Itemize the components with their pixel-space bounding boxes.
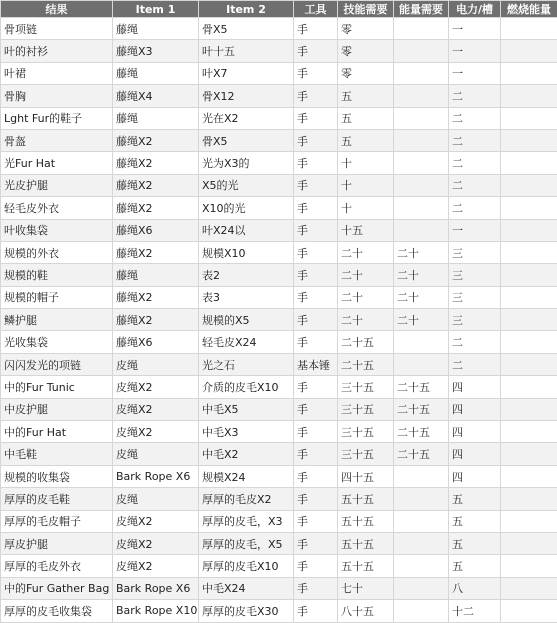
table-row — [1, 376, 557, 398]
cell-skill-required: 零 — [338, 18, 394, 40]
cell-tool: 手 — [294, 286, 338, 308]
cell-item2: 中毛X5 — [199, 398, 294, 420]
header-row — [1, 1, 557, 18]
cell-energy-required — [394, 129, 449, 151]
cell-tool: 手 — [294, 197, 338, 219]
cell-burn-energy — [501, 197, 557, 219]
cell-item2: 轻毛皮X24 — [199, 331, 294, 353]
cell-power-slot: 五 — [449, 488, 501, 510]
cell-item2: 表3 — [199, 286, 294, 308]
cell-item1: 藤绳X3 — [113, 40, 199, 62]
table-row — [1, 555, 557, 577]
cell-item2: X10的光 — [199, 197, 294, 219]
cell-item1: 藤绳X2 — [113, 152, 199, 174]
cell-skill-required: 五十五 — [338, 555, 394, 577]
column-header-item1: Item 1 — [113, 1, 199, 18]
cell-energy-required — [394, 152, 449, 174]
cell-burn-energy — [501, 241, 557, 263]
cell-energy-required — [394, 174, 449, 196]
cell-tool: 手 — [294, 107, 338, 129]
cell-result: 闪闪发光的项链 — [1, 353, 113, 375]
cell-energy-required — [394, 353, 449, 375]
table-row — [1, 510, 557, 532]
cell-energy-required — [394, 219, 449, 241]
cell-power-slot: 二 — [449, 107, 501, 129]
cell-tool: 手 — [294, 488, 338, 510]
column-header-item2: Item 2 — [199, 1, 294, 18]
cell-energy-required: 二十 — [394, 286, 449, 308]
cell-tool: 手 — [294, 465, 338, 487]
cell-burn-energy — [501, 532, 557, 554]
table-row — [1, 488, 557, 510]
table-row — [1, 286, 557, 308]
cell-energy-required: 二十五 — [394, 443, 449, 465]
cell-item2: 厚厚的毛皮X2 — [199, 488, 294, 510]
table-row — [1, 264, 557, 286]
cell-item1: 藤绳X2 — [113, 241, 199, 263]
cell-result: 中的Fur Gather Bag — [1, 577, 113, 599]
cell-result: 规模的鞋 — [1, 264, 113, 286]
cell-burn-energy — [501, 152, 557, 174]
cell-item1: 藤绳X4 — [113, 85, 199, 107]
cell-burn-energy — [501, 174, 557, 196]
cell-result: 鳞护腿 — [1, 309, 113, 331]
cell-item2: 中毛X24 — [199, 577, 294, 599]
cell-power-slot: 五 — [449, 510, 501, 532]
cell-burn-energy — [501, 286, 557, 308]
cell-item1: Bark Rope X6 — [113, 577, 199, 599]
cell-item2: 光之石 — [199, 353, 294, 375]
cell-tool: 手 — [294, 600, 338, 622]
cell-power-slot: 三 — [449, 286, 501, 308]
cell-item1: 藤绳 — [113, 62, 199, 84]
cell-item2: 表2 — [199, 264, 294, 286]
cell-power-slot: 一 — [449, 219, 501, 241]
cell-energy-required — [394, 577, 449, 599]
cell-energy-required: 二十 — [394, 264, 449, 286]
cell-result: 中毛鞋 — [1, 443, 113, 465]
cell-power-slot: 二 — [449, 197, 501, 219]
table-row — [1, 465, 557, 487]
cell-power-slot: 二 — [449, 85, 501, 107]
cell-item1: 皮绳X2 — [113, 555, 199, 577]
cell-skill-required: 五 — [338, 85, 394, 107]
cell-result: 骨项链 — [1, 18, 113, 40]
cell-skill-required: 二十 — [338, 309, 394, 331]
cell-power-slot: 二 — [449, 174, 501, 196]
table-row — [1, 129, 557, 151]
cell-result: 轻毛皮外衣 — [1, 197, 113, 219]
cell-item1: Bark Rope X6 — [113, 465, 199, 487]
cell-burn-energy — [501, 107, 557, 129]
cell-result: 厚厚的毛皮帽子 — [1, 510, 113, 532]
cell-tool: 手 — [294, 577, 338, 599]
table-row — [1, 174, 557, 196]
cell-skill-required: 十 — [338, 152, 394, 174]
cell-energy-required — [394, 331, 449, 353]
cell-item1: 藤绳X6 — [113, 219, 199, 241]
cell-tool: 基本锤 — [294, 353, 338, 375]
cell-result: 光Fur Hat — [1, 152, 113, 174]
cell-item1: 皮绳X2 — [113, 510, 199, 532]
cell-burn-energy — [501, 18, 557, 40]
table-row — [1, 398, 557, 420]
cell-energy-required — [394, 62, 449, 84]
cell-skill-required: 五 — [338, 129, 394, 151]
cell-burn-energy — [501, 398, 557, 420]
cell-skill-required: 二十五 — [338, 331, 394, 353]
table-row — [1, 197, 557, 219]
table-row — [1, 600, 557, 622]
cell-burn-energy — [501, 421, 557, 443]
cell-item1: 藤绳 — [113, 18, 199, 40]
cell-power-slot: 三 — [449, 309, 501, 331]
table-row — [1, 18, 557, 40]
cell-energy-required: 二十五 — [394, 398, 449, 420]
cell-tool: 手 — [294, 510, 338, 532]
cell-item2: 厚厚的皮毛，X3 — [199, 510, 294, 532]
cell-item2: X5的光 — [199, 174, 294, 196]
cell-power-slot: 二 — [449, 152, 501, 174]
cell-tool: 手 — [294, 309, 338, 331]
cell-item2: 骨X12 — [199, 85, 294, 107]
cell-item1: Bark Rope X10 — [113, 600, 199, 622]
cell-power-slot: 一 — [449, 40, 501, 62]
cell-result: 中的Fur Hat — [1, 421, 113, 443]
cell-energy-required: 二十 — [394, 309, 449, 331]
table-row — [1, 152, 557, 174]
cell-item1: 藤绳X2 — [113, 174, 199, 196]
cell-result: 中皮护腿 — [1, 398, 113, 420]
cell-energy-required — [394, 18, 449, 40]
cell-energy-required — [394, 532, 449, 554]
cell-skill-required: 三十五 — [338, 421, 394, 443]
cell-result: 光皮护腿 — [1, 174, 113, 196]
cell-tool: 手 — [294, 555, 338, 577]
table-row — [1, 331, 557, 353]
cell-skill-required: 四十五 — [338, 465, 394, 487]
cell-energy-required: 二十五 — [394, 376, 449, 398]
cell-skill-required: 二十 — [338, 241, 394, 263]
cell-result: Lght Fur的鞋子 — [1, 107, 113, 129]
cell-skill-required: 三十五 — [338, 443, 394, 465]
cell-item2: 叶X7 — [199, 62, 294, 84]
cell-result: 中的Fur Tunic — [1, 376, 113, 398]
cell-skill-required: 五十五 — [338, 488, 394, 510]
cell-energy-required — [394, 465, 449, 487]
cell-skill-required: 七十 — [338, 577, 394, 599]
cell-item1: 皮绳X2 — [113, 532, 199, 554]
cell-energy-required — [394, 510, 449, 532]
cell-power-slot: 三 — [449, 241, 501, 263]
cell-result: 叶的衬衫 — [1, 40, 113, 62]
cell-tool: 手 — [294, 62, 338, 84]
table-row — [1, 107, 557, 129]
table-row — [1, 532, 557, 554]
cell-tool: 手 — [294, 398, 338, 420]
table-row — [1, 309, 557, 331]
cell-tool: 手 — [294, 152, 338, 174]
cell-item2: 中毛X2 — [199, 443, 294, 465]
cell-power-slot: 一 — [449, 62, 501, 84]
cell-energy-required — [394, 85, 449, 107]
cell-skill-required: 二十 — [338, 286, 394, 308]
cell-tool: 手 — [294, 241, 338, 263]
cell-item2: 厚厚的皮毛X30 — [199, 600, 294, 622]
cell-item2: 骨X5 — [199, 18, 294, 40]
cell-item1: 藤绳X2 — [113, 286, 199, 308]
cell-energy-required: 二十 — [394, 241, 449, 263]
cell-result: 厚厚的毛皮外衣 — [1, 555, 113, 577]
cell-tool: 手 — [294, 443, 338, 465]
cell-skill-required: 十 — [338, 197, 394, 219]
cell-skill-required: 十 — [338, 174, 394, 196]
cell-item2: 叶十五 — [199, 40, 294, 62]
cell-burn-energy — [501, 219, 557, 241]
cell-tool: 手 — [294, 174, 338, 196]
cell-power-slot: 三 — [449, 264, 501, 286]
cell-tool: 手 — [294, 264, 338, 286]
cell-item1: 藤绳 — [113, 107, 199, 129]
cell-item1: 皮绳 — [113, 353, 199, 375]
cell-item2: 介质的皮毛X10 — [199, 376, 294, 398]
cell-item2: 厚厚的皮毛X10 — [199, 555, 294, 577]
cell-tool: 手 — [294, 532, 338, 554]
table-row — [1, 62, 557, 84]
cell-power-slot: 二 — [449, 353, 501, 375]
cell-power-slot: 四 — [449, 465, 501, 487]
cell-item1: 皮绳 — [113, 443, 199, 465]
cell-power-slot: 二 — [449, 129, 501, 151]
cell-power-slot: 四 — [449, 443, 501, 465]
cell-skill-required: 五十五 — [338, 510, 394, 532]
cell-power-slot: 五 — [449, 555, 501, 577]
cell-burn-energy — [501, 40, 557, 62]
cell-item2: 规模X10 — [199, 241, 294, 263]
cell-tool: 手 — [294, 219, 338, 241]
column-header-energy-required: 能量需要 — [394, 1, 449, 18]
cell-item2: 光在X2 — [199, 107, 294, 129]
cell-item2: 光为X3的 — [199, 152, 294, 174]
cell-item1: 藤绳 — [113, 264, 199, 286]
cell-item1: 藤绳X2 — [113, 129, 199, 151]
cell-result: 厚厚的皮毛收集袋 — [1, 600, 113, 622]
cell-energy-required: 二十五 — [394, 421, 449, 443]
cell-power-slot: 二 — [449, 331, 501, 353]
cell-result: 光收集袋 — [1, 331, 113, 353]
table-row — [1, 353, 557, 375]
cell-item2: 规模X24 — [199, 465, 294, 487]
cell-item1: 皮绳X2 — [113, 398, 199, 420]
cell-burn-energy — [501, 555, 557, 577]
cell-item1: 皮绳 — [113, 488, 199, 510]
cell-skill-required: 三十五 — [338, 376, 394, 398]
cell-burn-energy — [501, 129, 557, 151]
cell-energy-required — [394, 40, 449, 62]
cell-burn-energy — [501, 510, 557, 532]
cell-skill-required: 十五 — [338, 219, 394, 241]
cell-item2: 叶X24以 — [199, 219, 294, 241]
cell-skill-required: 零 — [338, 40, 394, 62]
cell-burn-energy — [501, 62, 557, 84]
cell-result: 骨胸 — [1, 85, 113, 107]
column-header-burn-energy: 燃烧能量 — [501, 1, 557, 18]
cell-burn-energy — [501, 443, 557, 465]
cell-item1: 藤绳X2 — [113, 309, 199, 331]
cell-burn-energy — [501, 465, 557, 487]
cell-item1: 藤绳X6 — [113, 331, 199, 353]
cell-result: 叶裙 — [1, 62, 113, 84]
cell-item1: 皮绳X2 — [113, 376, 199, 398]
table-row — [1, 443, 557, 465]
cell-item2: 规模的X5 — [199, 309, 294, 331]
cell-power-slot: 四 — [449, 398, 501, 420]
cell-result: 骨盔 — [1, 129, 113, 151]
cell-result: 叶收集袋 — [1, 219, 113, 241]
cell-tool: 手 — [294, 129, 338, 151]
cell-energy-required — [394, 488, 449, 510]
cell-tool: 手 — [294, 85, 338, 107]
cell-skill-required: 二十 — [338, 264, 394, 286]
cell-skill-required: 三十五 — [338, 398, 394, 420]
cell-power-slot: 八 — [449, 577, 501, 599]
cell-energy-required — [394, 197, 449, 219]
cell-item2: 厚厚的皮毛，X5 — [199, 532, 294, 554]
cell-item1: 藤绳X2 — [113, 197, 199, 219]
cell-power-slot: 四 — [449, 376, 501, 398]
cell-result: 规模的外衣 — [1, 241, 113, 263]
cell-burn-energy — [501, 309, 557, 331]
cell-energy-required — [394, 107, 449, 129]
cell-power-slot: 一 — [449, 18, 501, 40]
column-header-tool: 工具 — [294, 1, 338, 18]
cell-power-slot: 十二 — [449, 600, 501, 622]
table-row — [1, 241, 557, 263]
table-row — [1, 40, 557, 62]
cell-result: 规模的收集袋 — [1, 465, 113, 487]
column-header-result: 结果 — [1, 1, 113, 18]
cell-power-slot: 五 — [449, 532, 501, 554]
table-row — [1, 421, 557, 443]
cell-item2: 中毛X3 — [199, 421, 294, 443]
cell-skill-required: 五 — [338, 107, 394, 129]
table-row — [1, 577, 557, 599]
cell-tool: 手 — [294, 331, 338, 353]
cell-skill-required: 零 — [338, 62, 394, 84]
cell-tool: 手 — [294, 421, 338, 443]
cell-burn-energy — [501, 577, 557, 599]
cell-result: 厚厚的皮毛鞋 — [1, 488, 113, 510]
cell-burn-energy — [501, 600, 557, 622]
cell-item2: 骨X5 — [199, 129, 294, 151]
cell-power-slot: 四 — [449, 421, 501, 443]
cell-tool: 手 — [294, 40, 338, 62]
cell-item1: 皮绳X2 — [113, 421, 199, 443]
cell-skill-required: 二十五 — [338, 353, 394, 375]
table-row — [1, 219, 557, 241]
cell-burn-energy — [501, 264, 557, 286]
cell-energy-required — [394, 555, 449, 577]
cell-skill-required: 八十五 — [338, 600, 394, 622]
cell-result: 厚皮护腿 — [1, 532, 113, 554]
cell-burn-energy — [501, 85, 557, 107]
cell-tool: 手 — [294, 18, 338, 40]
cell-tool: 手 — [294, 376, 338, 398]
cell-burn-energy — [501, 376, 557, 398]
cell-result: 规模的帽子 — [1, 286, 113, 308]
column-header-power-slot: 电力/槽 — [449, 1, 501, 18]
cell-burn-energy — [501, 488, 557, 510]
column-header-skill-required: 技能需要 — [338, 1, 394, 18]
cell-energy-required — [394, 600, 449, 622]
cell-burn-energy — [501, 331, 557, 353]
cell-burn-energy — [501, 353, 557, 375]
table-row — [1, 85, 557, 107]
cell-skill-required: 五十五 — [338, 532, 394, 554]
